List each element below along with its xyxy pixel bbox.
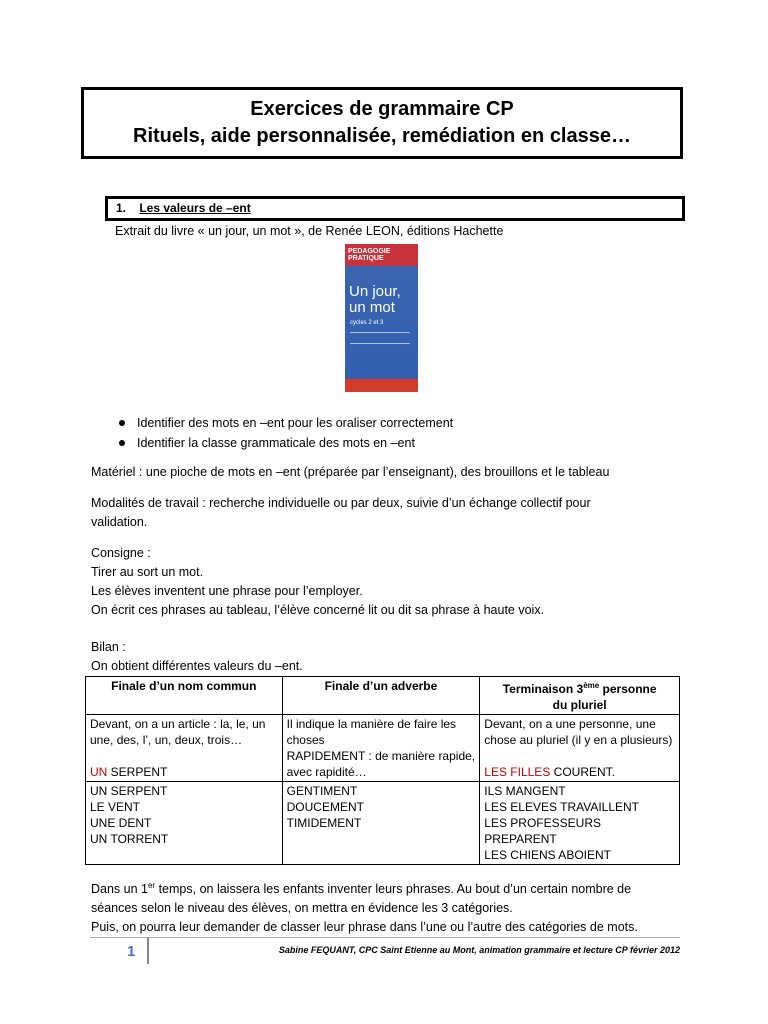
table-cell: Devant, on a une personne, une chose au pluriel (il y en a plusieurs) LES FILLES COURENT.	[480, 715, 680, 782]
bilan-intro: On obtient différentes valeurs du –ent.	[91, 659, 303, 673]
section-number: 1.	[116, 201, 127, 215]
modalites-paragraph	[91, 494, 591, 532]
table-cell: GENTIMENT DOUCEMENT TIMIDEMENT	[282, 782, 480, 865]
book-cover-image	[345, 244, 418, 392]
consigne-label: Consigne :	[91, 546, 151, 560]
table-cell: ILS MANGENT LES ELEVES TRAVAILLENT LES PROFESSEURS PREPARENT LES CHIENS ABOIENT	[480, 782, 680, 865]
extract-source: Extrait du livre « un jour, un mot », de Renée LEON, éditions Hachette	[115, 224, 504, 238]
table-cell: Devant, on a un article : la, le, un une, des, l’, un, deux, trois… UN SERPENT	[86, 715, 283, 782]
highlight-subject: LES FILLES	[484, 765, 551, 779]
materiel-text: une pioche de mots en –ent (préparée par l’enseignant), des brouillons et le tableau	[145, 465, 610, 479]
objective-item: Identifier la classe grammaticale des mots en –ent	[115, 433, 453, 453]
table-header-nom: Finale d’un nom commun	[86, 677, 283, 715]
bilan-label: Bilan :	[91, 640, 126, 654]
consigne-line: Les élèves inventent une phrase pour l’employer.	[91, 584, 363, 598]
consigne-line: Tirer au sort un mot.	[91, 565, 204, 579]
footer-divider	[90, 937, 680, 938]
section-heading	[105, 196, 685, 221]
conclusion-paragraph: Dans un 1er temps, on laissera les enfants inventer leurs phrases. Au bout d’un certain nombre de séances selon le niveau des élèves, on mettra en évidence les 3 catégories. Puis, on pourra leur demander de classer leur phrase dans l’une ou l’autre des catégories de mots.	[91, 881, 638, 935]
bilan-table	[85, 676, 680, 865]
table-header-adverbe: Finale d’un adverbe	[282, 677, 480, 715]
table-header-row	[86, 677, 680, 715]
page-title: Exercices de grammaire CP	[250, 98, 514, 120]
table-row	[86, 782, 680, 865]
page-number: 1	[127, 943, 136, 960]
materiel-paragraph	[91, 463, 609, 482]
modalites-label: Modalités de travail :	[91, 496, 206, 510]
book-brand: PEDAGOGIE PRATIQUE	[348, 248, 391, 262]
bilan-paragraph	[91, 638, 303, 676]
modalites-text: recherche individuelle ou par deux, suivie d’un échange collectif pour	[209, 496, 591, 510]
footer-credit: Sabine FEQUANT, CPC Saint Etienne au Mont, animation grammaire et lecture CP février 2012	[278, 945, 680, 955]
table-cell: UN SERPENT LE VENT UNE DENT UN TORRENT	[86, 782, 283, 865]
book-subtitle: cycles 2 et 3	[350, 320, 384, 326]
materiel-label: Matériel :	[91, 465, 143, 479]
table-row	[86, 715, 680, 782]
cover-footer-band	[345, 379, 418, 392]
consigne-line: On écrit ces phrases au tableau, l’élève concerné lit ou dit sa phrase à haute voix.	[91, 603, 545, 617]
section-label: Les valeurs de –ent	[139, 201, 251, 215]
cover-decoration	[350, 332, 410, 344]
page-subtitle: Rituels, aide personnalisée, remédiation en classe…	[133, 125, 631, 147]
consigne-paragraph	[91, 544, 544, 620]
book-title-line2: un mot	[349, 299, 395, 316]
highlight-article: UN	[90, 765, 108, 779]
table-header-verbe: Terminaison 3ème personne du pluriel	[480, 677, 680, 715]
title-box	[81, 87, 683, 159]
objectives-list	[115, 413, 453, 453]
page-number-separator	[147, 938, 149, 964]
objective-item: Identifier des mots en –ent pour les oraliser correctement	[115, 413, 453, 433]
modalites-text-cont: validation.	[91, 515, 148, 529]
table-cell: Il indique la manière de faire les choses RAPIDEMENT : de manière rapide, avec rapidité…	[282, 715, 480, 782]
book-title-line1: Un jour,	[349, 283, 401, 300]
